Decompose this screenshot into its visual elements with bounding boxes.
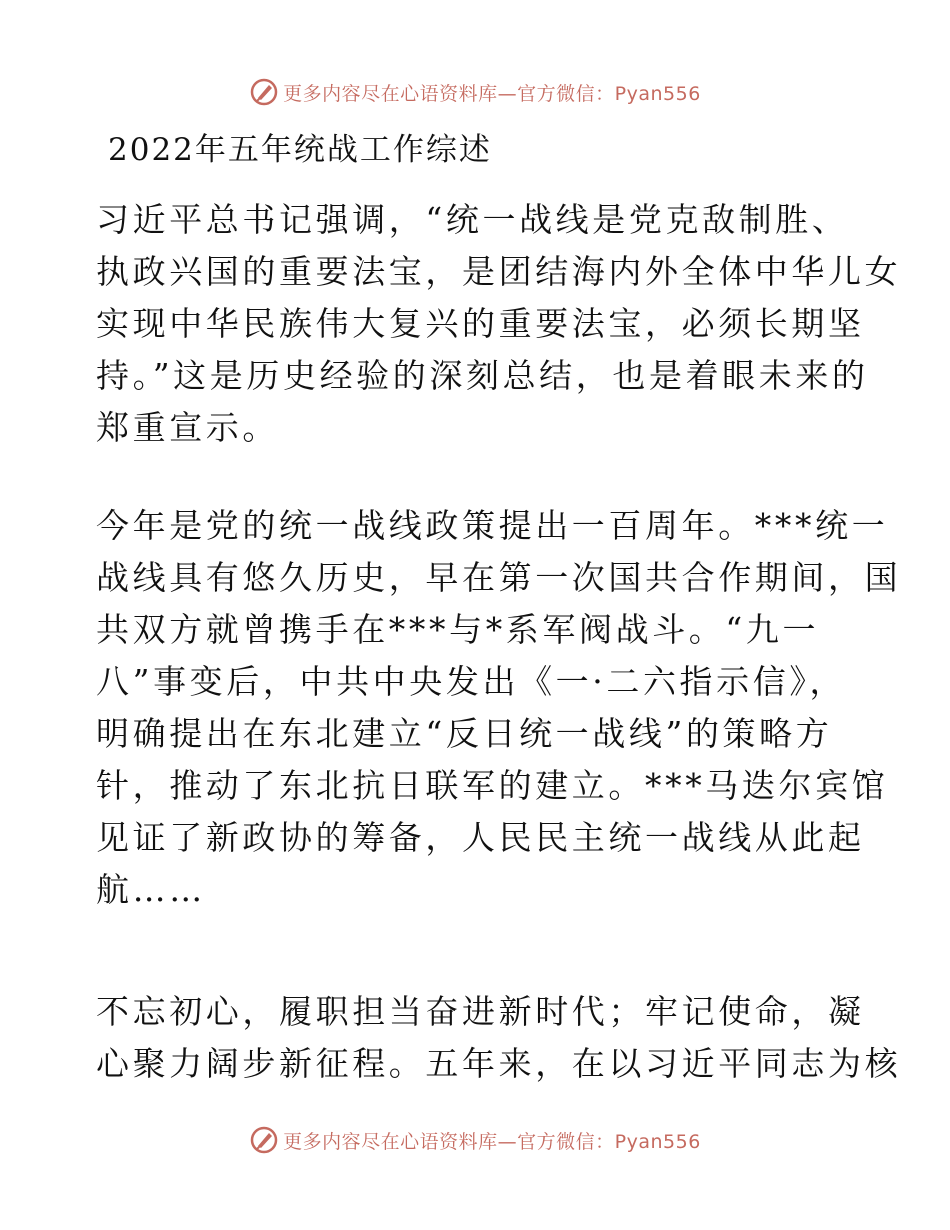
document-title: 2022年五年统战工作综述: [108, 132, 492, 168]
text-line: 习近平总书记强调，“统一战线是党克敌制胜、: [96, 200, 849, 239]
text-line: 航……: [96, 870, 206, 909]
text-line: 战线具有悠久历史，早在第一次国共合作期间，国: [96, 558, 902, 597]
quill-logo-icon: [249, 77, 279, 107]
text-line: 持。”这是历史经验的深刻总结，也是着眼未来的: [96, 356, 869, 395]
text-line: 明确提出在东北建立“反日统一战线”的策略方: [96, 714, 833, 753]
paragraph-2: [96, 500, 902, 916]
text-line: 实现中华民族伟大复兴的重要法宝，必须长期坚: [96, 304, 865, 343]
text-line: 心聚力阔步新征程。五年来，在以习近平同志为核: [96, 1044, 902, 1083]
watermark-text: 更多内容尽在心语资料库—官方微信：Pyan556: [283, 82, 701, 105]
paragraph-1: [96, 194, 902, 454]
text-line: 今年是党的统一战线政策提出一百周年。***统一: [96, 506, 889, 545]
text-line: 执政兴国的重要法宝，是团结海内外全体中华儿女: [96, 252, 902, 291]
footer-watermark: [0, 1120, 950, 1160]
header-watermark: [0, 72, 950, 112]
text-line: 见证了新政协的筹备，人民民主统一战线从此起: [96, 818, 865, 857]
text-line: 郑重宣示。: [96, 408, 279, 447]
quill-logo-icon: [249, 1125, 279, 1155]
watermark-text: 更多内容尽在心语资料库—官方微信：Pyan556: [283, 1130, 701, 1153]
text-line: 针，推动了东北抗日联军的建立。***马迭尔宾馆: [96, 766, 889, 805]
paragraph-3: [96, 986, 902, 1090]
text-line: 不忘初心，履职担当奋进新时代；牢记使命，凝: [96, 992, 865, 1031]
text-line: 共双方就曾携手在***与*系军阀战斗。“九一: [96, 610, 820, 649]
text-line: 八”事变后，中共中央发出《一·二六指示信》，: [96, 662, 847, 701]
